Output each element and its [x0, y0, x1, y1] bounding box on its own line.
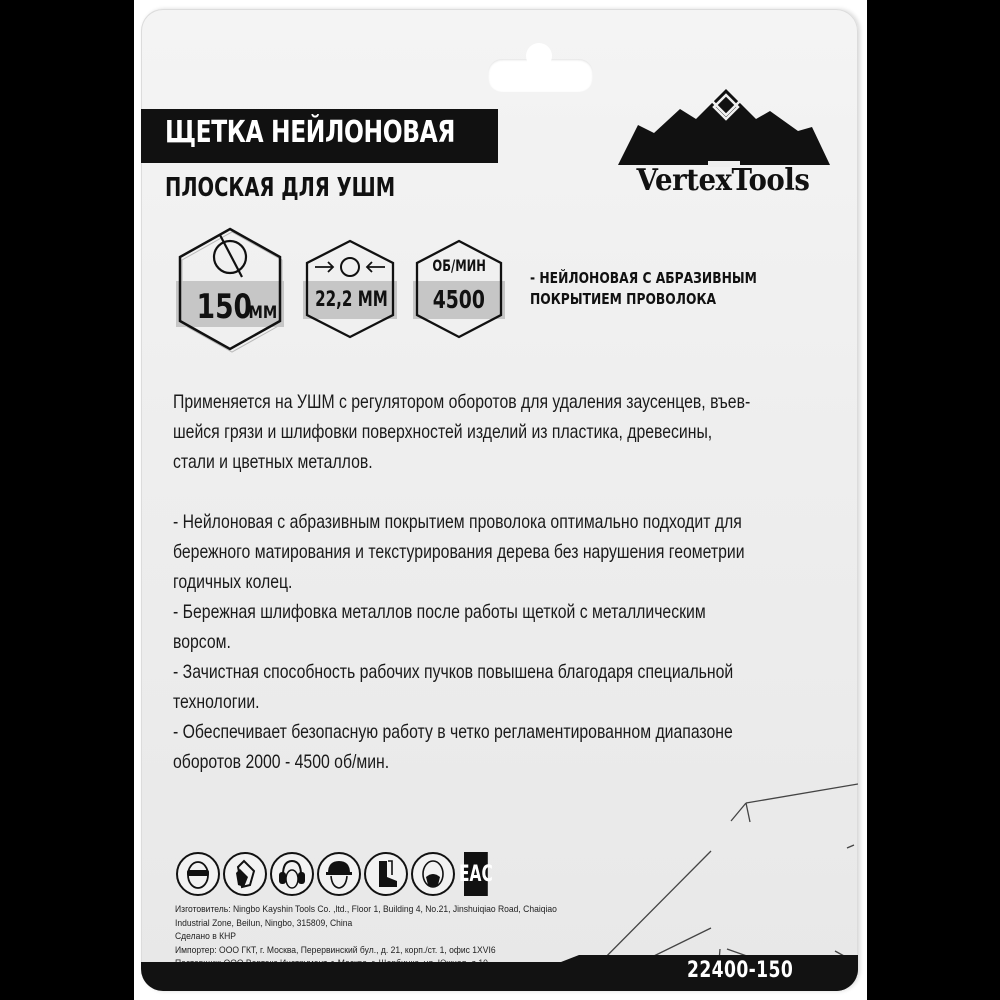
feature-note-line: ПОКРЫТИЕМ ПРОВОЛОКА — [530, 290, 717, 308]
hang-hole — [488, 59, 593, 92]
bullet-line: - Нейлоновая с абразивным покрытием проволока оптимально подходит для — [173, 511, 742, 533]
bore-icon — [341, 258, 359, 276]
eac-certification-mark: EAC — [464, 852, 488, 896]
bullet-line: - Обеспечивает безопасную работу в четко регламентированном диапазоне — [173, 721, 733, 743]
gloves-icon — [223, 852, 267, 896]
hard-hat-icon — [317, 852, 361, 896]
safety-boots-icon — [364, 852, 408, 896]
diameter-unit: ММ — [248, 303, 277, 323]
safety-icons-row — [176, 851, 498, 897]
bore-value: 22,2 ММ — [315, 287, 388, 311]
country-of-origin: Сделано в КНР — [175, 931, 237, 943]
spec-badge-bore — [301, 237, 399, 341]
importer-line: Импортер: ООО ГКТ, г. Москва, Перервинский бул., д. 21, корп./ст. 1, офис 1XVI6 — [175, 944, 496, 956]
feature-note-line: - НЕЙЛОНОВАЯ С АБРАЗИВНЫМ — [530, 269, 757, 287]
manufacturer-address-line: Industrial Zone, Beilun, Ningbo, 315809, China — [175, 917, 353, 929]
intro-line: Применяется на УШМ с регулятором оборотов для удаления заусенцев, въев- — [173, 391, 751, 413]
bullet-line: - Зачистная способность рабочих пучков повышена благодаря специальной — [173, 661, 734, 683]
brand-name: VertexTools — [636, 163, 810, 198]
bullet-line: бережного матирования и текстурирования дерева без нарушения геометрии — [173, 541, 745, 563]
bullet-line: оборотов 2000 - 4500 об/мин. — [173, 751, 390, 773]
mountain-logo-icon — [608, 87, 838, 167]
intro-line: шейся грязи и шлифовки поверхностей изделий из пластика, древесины, — [173, 421, 713, 443]
diameter-value: 150 — [196, 287, 252, 327]
spec-badge-diameter — [174, 223, 286, 355]
safety-goggles-icon — [176, 852, 220, 896]
bullet-line: технологии. — [173, 691, 260, 713]
intro-line: стали и цветных металлов. — [173, 451, 373, 473]
product-subtitle: ПЛОСКАЯ ДЛЯ УШМ — [165, 173, 396, 203]
feature-note — [530, 268, 792, 310]
sku-number: 22400-150 — [687, 958, 794, 983]
rpm-value: 4500 — [432, 285, 486, 314]
packaging-card — [141, 9, 858, 991]
product-description — [173, 387, 829, 777]
product-title: ЩЕТКА НЕЙЛОНОВАЯ — [165, 115, 456, 150]
bullet-line: ворсом. — [173, 631, 231, 653]
brand-logo — [608, 87, 838, 217]
respirator-icon — [411, 852, 455, 896]
bullet-line: годичных колец. — [173, 571, 293, 593]
bullet-line: - Бережная шлифовка металлов после работы щеткой с металлическим — [173, 601, 706, 623]
title-bar — [141, 109, 498, 163]
ear-protection-icon — [270, 852, 314, 896]
manufacturer-line: Изготовитель: Ningbo Kayshin Tools Co. ,ltd., Floor 1, Building 4, No.21, Jinshuiqiao Road, Chaiqiao — [175, 904, 557, 915]
spec-badge-rpm — [411, 237, 507, 341]
rpm-label: ОБ/МИН — [432, 256, 486, 275]
